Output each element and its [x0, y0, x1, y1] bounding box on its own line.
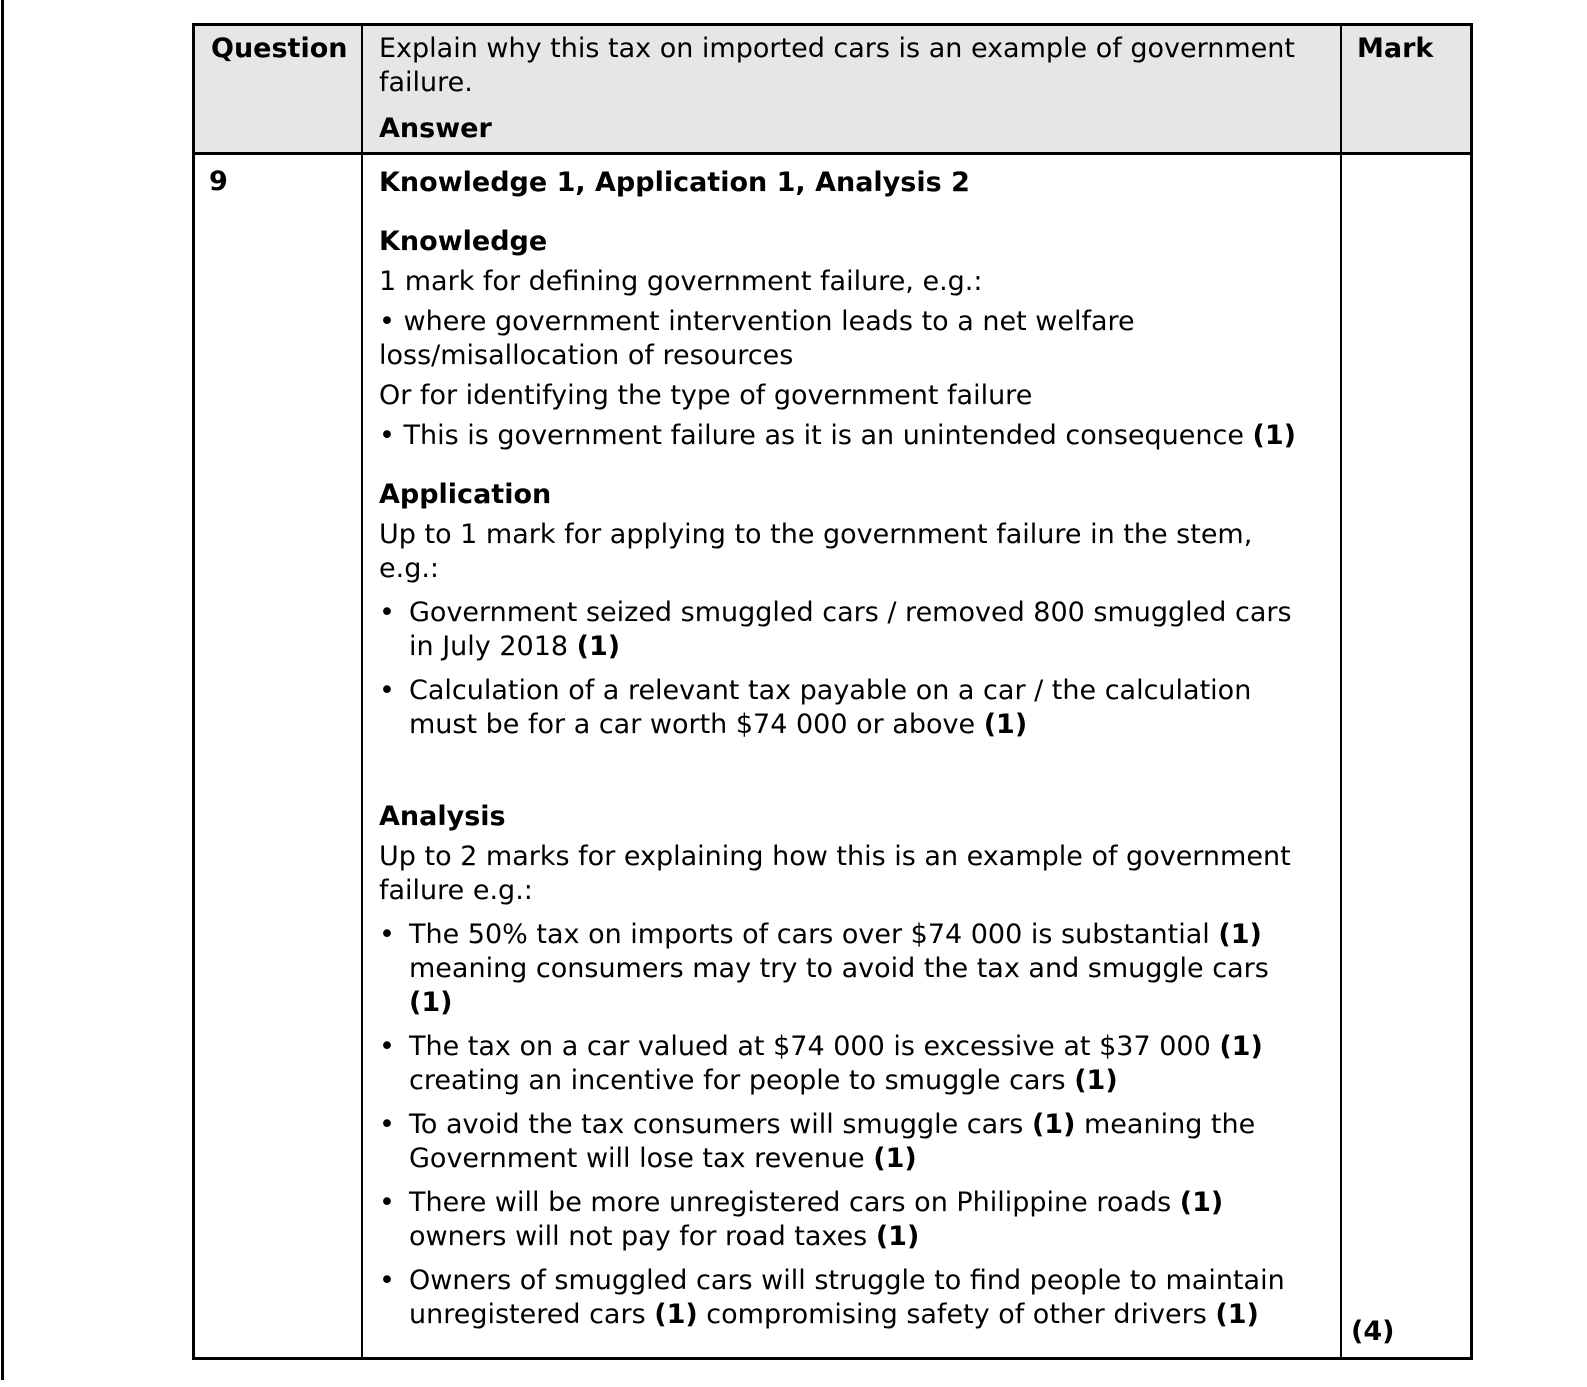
answer-cell — [363, 155, 1342, 1357]
mark-point: (1) — [983, 709, 1028, 740]
question-prompt: Explain why this tax on imported cars is an example of government failure. — [379, 33, 1295, 98]
mark-point: (1) — [875, 1221, 920, 1252]
bullet-marker: • — [379, 420, 404, 451]
text-segment: compromising safety of other drivers — [697, 1299, 1216, 1330]
text-segment: 1 mark for defining government failure, e.g.: — [379, 266, 983, 297]
bullet-text — [409, 1108, 1310, 1176]
mark-point: (1) — [1218, 919, 1262, 950]
text-segment: creating an incentive for people to smuggle cars — [409, 1065, 1075, 1096]
header-question-cell — [363, 26, 1342, 155]
header-question-label: Question — [195, 26, 363, 155]
bullet-item — [379, 1186, 1310, 1254]
mark-point: (1) — [1074, 1065, 1118, 1096]
bullet-item — [379, 1030, 1310, 1098]
bullet-text — [409, 1264, 1310, 1332]
text-segment: meaning consumers may try to avoid the tax and smuggle cars — [409, 953, 1269, 984]
mark-point: (1) — [1179, 1187, 1224, 1218]
mark-point: (1) — [873, 1143, 917, 1174]
text-segment: There will be more unregistered cars on Philippine roads — [409, 1187, 1180, 1218]
answer-blocks — [379, 166, 1310, 1332]
text-segment: where government intervention leads to a net welfare loss/misallocation of resources — [379, 306, 1135, 371]
text-segment: Up to 1 mark for applying to the government failure in the stem, e.g.: — [379, 519, 1253, 584]
mark-point: (1) — [576, 631, 621, 662]
mark-cell — [1342, 155, 1470, 1357]
mark-total: (4) — [1351, 1316, 1395, 1347]
bullet-item — [379, 1264, 1310, 1332]
bullet-item — [379, 596, 1310, 664]
mark-point: (1) — [1215, 1299, 1259, 1330]
text-segment: meaning the Government will lose tax revenue — [409, 1109, 1256, 1174]
bullet-marker: • — [379, 597, 395, 628]
bullet-marker: • — [379, 1109, 395, 1140]
question-number: 9 — [195, 155, 363, 1357]
page-edge-line — [1, 0, 4, 1380]
bullet-item — [379, 918, 1310, 1020]
text-segment: Calculation of a relevant tax payable on a car / the calculation must be for a car worth $74 000 or above — [409, 675, 1252, 740]
text-segment: This is government failure as it is an unintended consequence — [403, 420, 1253, 451]
mark-point: (1) — [409, 987, 453, 1018]
section-heading: Analysis — [379, 801, 506, 832]
bullet-text — [409, 918, 1310, 1020]
bullet-marker: • — [379, 1031, 395, 1062]
mark-point: (1) — [1219, 1031, 1263, 1062]
mark-point: (1) — [1252, 420, 1296, 451]
bullet-text — [409, 1186, 1310, 1254]
answer-paragraph — [379, 518, 1310, 586]
text-segment: The 50% tax on imports of cars over $74 000 is substantial — [409, 919, 1219, 950]
bullet-marker: • — [379, 1265, 395, 1296]
section-heading: Application — [379, 479, 552, 510]
bullet-marker: • — [379, 1187, 395, 1218]
text-segment: To avoid the tax consumers will smuggle cars — [409, 1109, 1032, 1140]
mark-point: Knowledge 1, Application 1, Analysis 2 — [379, 167, 970, 198]
mark-point: (1) — [654, 1299, 698, 1330]
text-segment: Owners of smuggled cars will struggle to find people to maintain unregistered cars — [409, 1265, 1285, 1330]
section-heading: Knowledge — [379, 226, 548, 257]
mark-point: (1) — [1031, 1109, 1076, 1140]
bullet-text — [409, 596, 1310, 664]
bullet-text — [409, 1030, 1310, 1098]
answer-paragraph — [379, 379, 1310, 413]
text-segment: owners will not pay for road taxes — [409, 1221, 876, 1252]
text-segment: Up to 2 marks for explaining how this is an example of government failure e.g.: — [379, 841, 1291, 906]
mark-scheme-table — [192, 23, 1473, 1360]
bullet-item — [379, 674, 1310, 742]
bullet-item-flush — [379, 305, 1310, 373]
text-segment: Government seized smuggled cars / removed 800 smuggled cars in July 2018 — [409, 597, 1292, 662]
bullet-item — [379, 1108, 1310, 1176]
bullet-marker: • — [379, 675, 395, 706]
bullet-item-flush — [379, 419, 1310, 453]
answer-paragraph — [379, 840, 1310, 908]
answer-summary — [379, 166, 1310, 200]
text-segment: Or for identifying the type of government failure — [379, 380, 1033, 411]
bullet-text — [409, 674, 1310, 742]
header-mark-label: Mark — [1342, 26, 1470, 155]
answer-paragraph — [379, 265, 1310, 299]
bullet-marker: • — [379, 919, 395, 950]
answer-label: Answer — [379, 113, 492, 144]
bullet-marker: • — [379, 306, 404, 337]
text-segment: The tax on a car valued at $74 000 is excessive at $37 000 — [409, 1031, 1220, 1062]
